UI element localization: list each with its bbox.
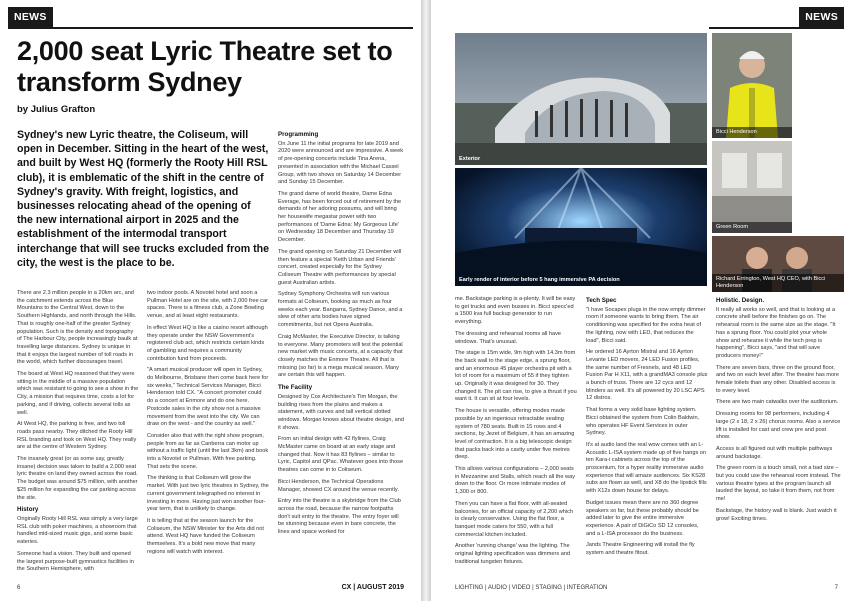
subheading: Holistic. Design. (716, 297, 765, 304)
intro-paragraph: Sydney's new Lyric theatre, the Coliseum, will open in December. Sitting in the heart of the west, and built by West HQ (formerly the Rooty Hill RSL club), it is emblematic of the shift in the centre of Sydney's gravity. With freight, logistics, and businesses relocating ahead of the opening of the new international airport in 2025 and the establishment of the intermodal transport interchange that will see trucks excluded from the city, the west is the place to be. (17, 129, 269, 269)
body-paragraph: Someone had a vision. They built and opened the largest purpose-built gymnastics facilities in the Southern Hemisphere, with (17, 550, 134, 573)
body-paragraph: He ordered 16 Ayrton Mistral and 16 Ayrton Levante LED movers, 24 LED Fusion profiles, the same number of Fresnels, and 48 LED Fusion Par H X11, with a grandMA3 console plus a bunch of truss. There are 12 cycs and 12 blinders as well. It's all powered by 20 LSC APS 12 distros. (586, 349, 708, 402)
body-paragraph: This allows various configurations – 2,000 seats in Mezzanine and Stalls, which reach all the way down to the floor. Or more intimate modes of 1,300 or 800. (455, 466, 576, 496)
richard-bicci-photo (712, 236, 844, 292)
right-page (431, 0, 852, 601)
body-paragraph: Backstage, the history wall is blank. Just watch it grow! Exciting times. (716, 507, 837, 522)
exterior-caption: Exterior (459, 156, 481, 162)
body-paragraph: It really all works so well, and that is looking at a concrete shell before the finishes go on. The rehearsal room is the same size as the stage. "It has a sprung floor. You could plot your whole show and rehearse it while the tech prep is happening", Bicci says, "and that will save producers money!" (716, 306, 836, 359)
body-paragraph: The grand dame of world theatre, Dame Edna Everage, has been forced out of retirement by the demands of her adoring possums, and will bring her housewife megastar power with two performances of 'Dame Edna: My Gorgeous Life' on Wednesday 18 December and Thursday 19 December. (278, 190, 402, 244)
body-paragraph: Dressing rooms for 98 performers, including 4 large (2 x 18, 2 x 26) chorus rooms. Also a service lift is installed for cast and crew pre and post show. (716, 411, 841, 441)
right-column-2 (586, 296, 708, 581)
body-paragraph: two indoor pools. A Novotel hotel and soon a Pullman Hotel are on the site, with 2,000 free car spaces. There is a fitness club, a Zone Bowling venue, and at least eight restaurants. (147, 290, 268, 320)
body-paragraph: There are 2.3 million people in a 20km arc, and the catchment extends across the Blue Mountains to the Central West, down to the Southern Highlands, and north through the Hills. That is roughly one-half of the greater Sydney population. Such is the density and topography of The Harbour City, people increasingly baulk at travelling large distances. Sydney is unique in that it enjoys the largest number of toll roads in the world, which further discourages travel. (17, 290, 138, 366)
body-paragraph: The dressing and rehearsal rooms all have windows. That's unusual. (455, 330, 562, 345)
right-page-number: 7 (834, 585, 838, 591)
left-footer-magazine (342, 584, 404, 591)
exterior-render-image (455, 33, 707, 165)
green-room-photo (712, 141, 792, 233)
body-paragraph: Then you can have a flat floor, with all-seated balconies, for an official capacity of 2,200 which is clearly conservative. Using the flat floor, a banquet mode caters for 550, with a full commercial kitchen included. (455, 500, 574, 538)
left-column-2 (147, 290, 269, 580)
byline: by Julius Grafton (17, 104, 96, 115)
news-section-tag: NEWS (8, 7, 53, 27)
news-section-tag-right: NEWS (799, 7, 844, 27)
body-paragraph: The thinking is that Coliseum will grow the market. With just two lyric theatres in Sydney, the current government telegraphed no interest in investing in more. Having just won another four-year term, that is unlikely to change. (147, 475, 269, 513)
body-paragraph: From an initial design with 42 flylines, Craig McMaster came on board at an early stage and changed that. Now it has 83 flylines – similar to Lyric, Capitol and QPac. Whatever goes into those theatres can come in to Coliseum. (278, 436, 404, 474)
body-paragraph: Consider also that with the right show program, people from as far as Canberra can motor up without a traffic light (until the last 3km) and book into a Novotel or Pullman. With free parking. That sets the scene. (147, 432, 269, 470)
ceo-caption: Richard Errington, West HQ CEO, with Bicci Henderson (712, 274, 844, 292)
subheading: Tech Spec (586, 297, 617, 304)
exterior-photo (455, 33, 707, 165)
header-rule (8, 27, 413, 29)
body-paragraph: Designed by Cox Architecture's Tim Morgan, the building rises from the plains and makes a statement, with curves and tall vertical slotted windows. Morgan knows about theatre design, and it shows. (278, 393, 404, 431)
body-paragraph: There are seven bars, three on the ground floor, and two on each level after. The theatre has more female toilets than any other. Disabled access is to every level. (716, 364, 840, 394)
body-paragraph: The stage is 15m wide, 9m high with 14.3m from the back wall to the stage edge, a sprung floor, and an enormous 45 player orchestra pit with a lot of room for a maximum of 55 if they tighten up. Originally it was designed for 30. They changed it. The pit can rise, to give a thrust if you want it. It can sit at four levels. (455, 350, 577, 403)
article-title: 2,000 seat Lyric Theatre set to transform Sydney (17, 36, 393, 97)
green-room-caption: Green Room (712, 222, 792, 233)
left-column-1 (17, 290, 139, 580)
body-paragraph: me. Backstage parking is a-plenty. It will be easy to get trucks and even busses in. Bicci specc'ed a 1500 kva full backup generator to run everything. (455, 296, 576, 326)
right-footer-sections: LIGHTING | AUDIO | VIDEO | STAGING | INTEGRATION (455, 585, 608, 591)
left-page (0, 0, 421, 601)
bicci-caption: Bicci Henderson (712, 127, 792, 138)
body-paragraph: That forms a very solid base lighting system. Bicci obtained the system from Colin Baldwin, who operates HF Event Services in outer Sydney. (586, 407, 700, 437)
body-paragraph: "I have Socapex plugs in the now empty dimmer room if someone wants to bring them. The air conditioning was specified for the extra heat of the lighting, now with LED, that reduces the load", Bicci said. (586, 306, 706, 344)
subheading: The Facility (278, 384, 313, 392)
left-page-number: 6 (17, 585, 21, 591)
right-column-3 (716, 296, 841, 581)
body-paragraph: Jands Theatre Engineering will install the fly system and theatre fitout. (586, 542, 695, 557)
green-room-image (712, 141, 792, 233)
left-column-3 (278, 130, 404, 585)
body-paragraph: The grand opening on Saturday 21 December will then feature a special 'Keith Urban and Friends' concert, created especially for the Sydney Coliseum Theatre with performances by special guest Australian artists. (278, 248, 402, 286)
bicci-portrait-image (712, 33, 792, 138)
body-paragraph: Sydney Symphony Orchestra will run various formats at Coliseum, booking as much as four weeks each year. Bangarra, Sydney Dance, and a slew of other arts bodies have signed commitments, but not Opera Australia. (278, 291, 403, 329)
body-paragraph: In effect West HQ is like a casino resort although they operate under the NSW Government's registered club act, which restricts certain kinds of gambling and requires a community contribution fund from proceeds. (147, 324, 268, 362)
bicci-henderson-photo (712, 33, 792, 138)
body-paragraph: Originally Rooty Hill RSL was simply a very large RSL club with poker machines, a showroom that handled mid-sized music gigs, and some basic eateries. (17, 515, 138, 546)
body-paragraph: Another 'running change' was the lighting. The original lighting specification was dimmers and traditional tungsten fixtures. (455, 543, 571, 565)
spine-gutter (421, 0, 431, 601)
body-paragraph: Entry into the theatre is a skybridge from the Club across the road, because the narrow footpaths don't suit entry to the theatre. The entry foyer will be stunning because even in bare concrete, the lines and space worked for (278, 498, 401, 536)
body-paragraph: "A smart musical producer will open in Sydney, do Melbourne, Brisbane then come back here for six weeks," Technical Services Manager, Bicci Henderson told CX. "A concert promoter could do a concert at Enmore and do one here. Postcode sales in the city show not a massive movement from the west into the city. We can draw on the west - and the country as well." (147, 367, 269, 428)
body-paragraph: It is telling that at the season launch for the Coliseum, the NSW Minister for the Arts did not attend. West HQ have funded the Coliseum themselves. It's a bold new move that many regions will watch with interest. (147, 517, 264, 555)
interior-caption: Early render of interior before 5 hang immersive PA decision (459, 277, 620, 283)
cx-logo-mark: CX | AUGUST 2019 (341, 584, 404, 591)
right-column-1 (455, 296, 577, 581)
body-paragraph: It's at audio land the real wow comes with an L-Acoustic L-ISA system made up of five hangs on ten Kara-i cabinets across the top of the proscenium, for a hyper reality immersive audio experience that will amaze audiences. Six KS28 subs are flown as well, and X8 do the lipstick fills with X12s down house for delays. (586, 441, 707, 495)
body-paragraph: The insanely great (or as some say, greatly insane) decision was taken to build a 2,000 seat lyric theatre on land they owned across the road. The budget was around $75 million, with another $25 million for expanding the car parking across the site. (17, 456, 138, 501)
body-paragraph: The board at West HQ reasoned that they were sitting in the middle of a massive population which was resistant to going to see a show in the City, a mission that requires time, costs a lot for parking, and if driving, collects several tolls as well. (17, 371, 139, 416)
subheading: Programming (278, 131, 319, 138)
body-paragraph: At West HQ, the parking is free, and two toll roads pass nearby. They ditched the Rooty Hill RSL branding and took on West HQ. They really are at the centre of Western Sydney. (17, 421, 137, 451)
body-paragraph: Craig McMaster, the Executive Director, is talking to everyone. Many promoters will test the potential new market with music concerts, at a capacity that closely matches the Enmore Theatre. All that is missing (so far) is a mega musical season. Many are certain this will happen. (278, 333, 403, 379)
body-paragraph: Bicci Henderson, the Technical Operations Manager, showed CX around the venue recently. (278, 478, 399, 493)
interior-render-photo (455, 168, 707, 286)
header-rule-right (709, 27, 844, 29)
body-paragraph: The green room is a touch small, not a bad size – but you could use the rehearsal room instead. The various theatre types at the program launch all lauded the layout, so take it from them, not from me! (716, 465, 841, 503)
body-paragraph: Access is all figured out with multiple pathways around backstage. (716, 445, 833, 460)
body-paragraph: Budget issues mean there are no 360 degree speakers so far, but these probably should be added later to give the entire immersive experience. A pair of DiGiCo SD 12 consoles, and a L-ISA processor do the business. (586, 499, 699, 537)
body-paragraph: The house is versatile, offering modes made possible by an ingenious retractable seating system of 780 seats. Built in 15 rows and 4 sections, by Jezet of Belgium, it has an amazing level of contraction. It is a big telescopic design that packs back into a cavity under five metres deep. (455, 408, 575, 461)
subheading: History (17, 506, 39, 514)
interior-render-image (455, 168, 707, 286)
body-paragraph: There are two main catwalks over the auditorium. (716, 399, 839, 406)
body-paragraph: On June 11 the initial programs for late 2019 and 2020 were announced and are impressive. A week of pre-opening concerts include Tina Arena, presented in association with the Michael Cassel Group, with two shows on Saturday 14 December and Sunday 15 December. (278, 140, 404, 186)
